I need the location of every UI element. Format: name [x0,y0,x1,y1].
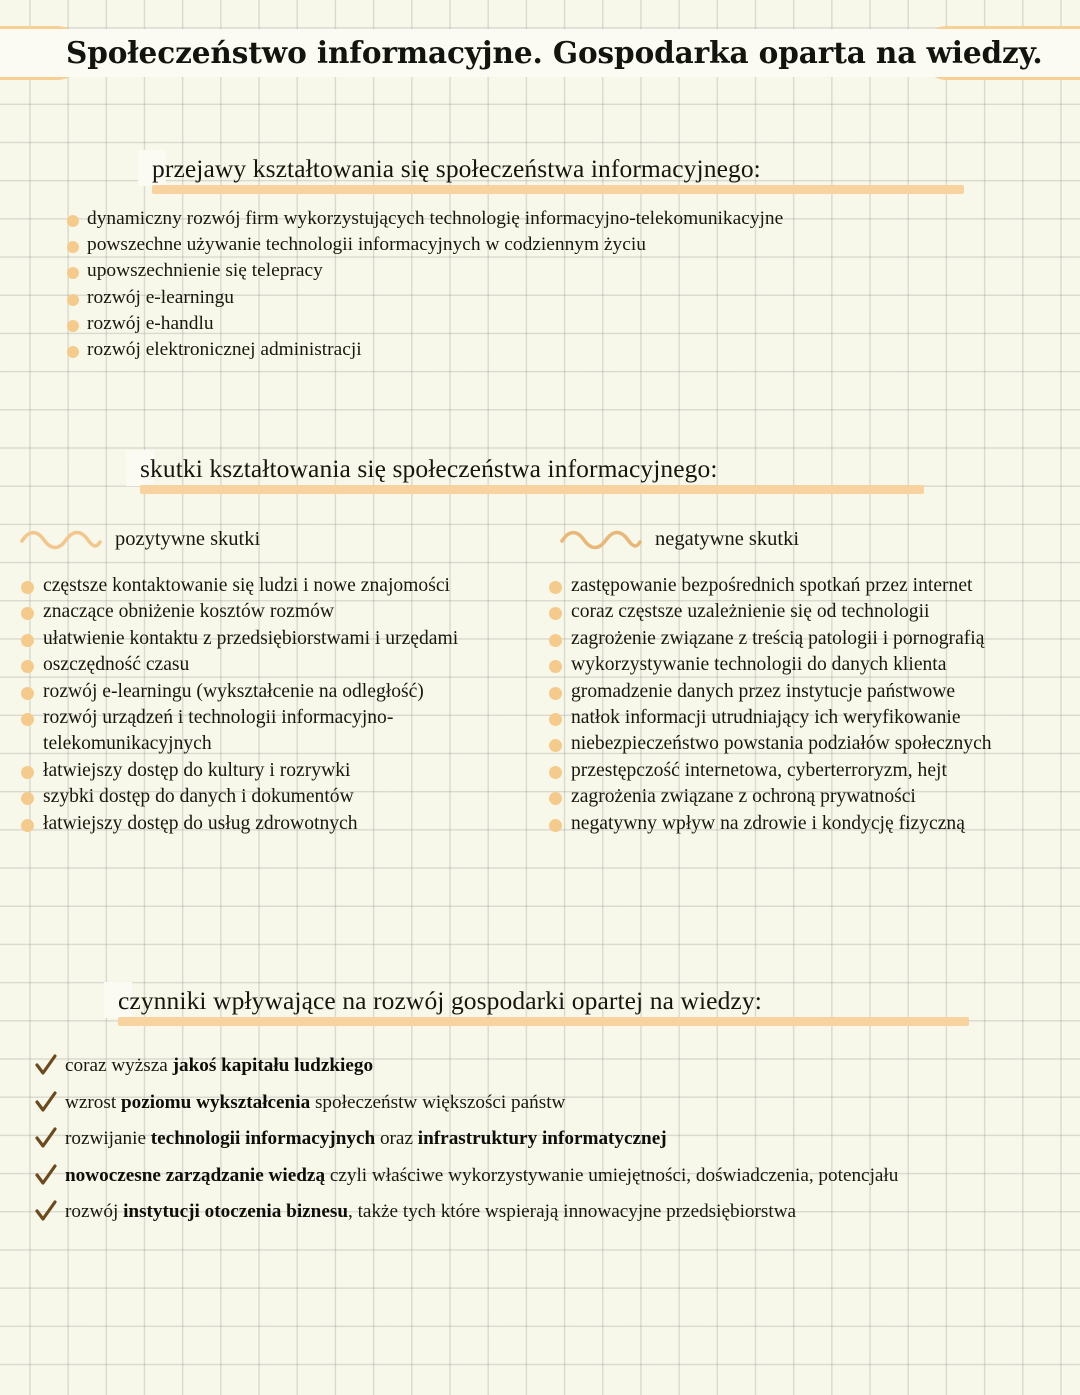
heading-text: skutki kształtowania się społeczeństwa informacyjnego: [140,454,718,483]
check-list-item: rozwój instytucji otoczenia biznesu, także tych które wspierają innowacyjne przedsiębiorstwa [34,1199,1044,1225]
positive-effects-list [20,573,520,837]
list-item: częstsze kontaktowanie się ludzi i nowe znajomości [20,573,520,599]
list-item: zastępowanie bezpośrednich spotkań przez internet [548,573,1068,599]
list-item: szybki dostęp do danych i dokumentów [20,784,520,810]
check-icon [34,1127,58,1151]
check-list-item: wzrost poziomu wykształcenia społeczeństw większości państw [34,1090,1044,1116]
subheading-text: pozytywne skutki [115,528,261,550]
squiggle-icon [20,528,102,550]
list-item: upowszechnienie się telepracy [66,258,946,284]
list-item: dynamiczny rozwój firm wykorzystujących technologię informacyjno-telekomunikacyjne [66,206,946,232]
list-item: gromadzenie danych przez instytucje państwowe [548,679,1068,705]
list-item: natłok informacji utrudniający ich weryfikowanie [548,705,1068,731]
list-item: łatwiejszy dostęp do kultury i rozrywki [20,758,520,784]
heading-text: przejawy kształtowania się społeczeństwa informacyjnego: [152,154,761,183]
list-item: rozwój e-learningu [66,285,946,311]
list-item: ułatwienie kontaktu z przedsiębiorstwami i urzędami [20,626,520,652]
list-item: rozwój e-learningu (wykształcenie na odległość) [20,679,520,705]
squiggle-icon [560,528,642,550]
list-item: negatywny wpływ na zdrowie i kondycję fizyczną [548,811,1068,837]
list-item: rozwój e-handlu [66,311,946,337]
list-item: powszechne używanie technologii informacyjnych w codziennym życiu [66,232,946,258]
check-list-item: nowoczesne zarządzanie wiedzą czyli właściwe wykorzystywanie umiejętności, doświadczenia, potencjału [34,1163,1044,1189]
check-list-item: coraz wyższa jakoś kapitału ludzkiego [34,1053,1044,1079]
list-item: zagrożenie związane z treścią patologii i pornografią [548,626,1068,652]
list-item: rozwój urządzeń i technologii informacyjno-telekomunikacyjnych [20,705,520,758]
subheading-text: negatywne skutki [655,528,800,550]
check-icon [34,1200,58,1224]
heading-text: czynniki wpływające na rozwój gospodarki opartej na wiedzy: [118,986,762,1015]
list-item: zagrożenia związane z ochroną prywatności [548,784,1068,810]
check-list-item: rozwijanie technologii informacyjnych oraz infrastruktury informatycznej [34,1126,1044,1152]
list-item: rozwój elektronicznej administracji [66,337,946,363]
list-item: niebezpieczeństwo powstania podziałów społecznych [548,731,1068,757]
list-item: przestępczość internetowa, cyberterroryzm, hejt [548,758,1068,784]
list-item: łatwiejszy dostęp do usług zdrowotnych [20,811,520,837]
list-item: znaczące obniżenie kosztów rozmów [20,599,520,625]
page-title-banner [0,26,1080,80]
list-item: coraz częstsze uzależnienie się od technologii [548,599,1068,625]
check-icon [34,1091,58,1115]
factors-list [34,1053,1044,1236]
manifestations-list [66,206,946,363]
negative-effects-list [548,573,1068,837]
list-item: wykorzystywanie technologii do danych klienta [548,652,1068,678]
check-icon [34,1164,58,1188]
check-icon [34,1054,58,1078]
list-item: oszczędność czasu [20,652,520,678]
page-title: Społeczeństwo informacyjne. Gospodarka oparta na wiedzy. [66,35,1043,70]
